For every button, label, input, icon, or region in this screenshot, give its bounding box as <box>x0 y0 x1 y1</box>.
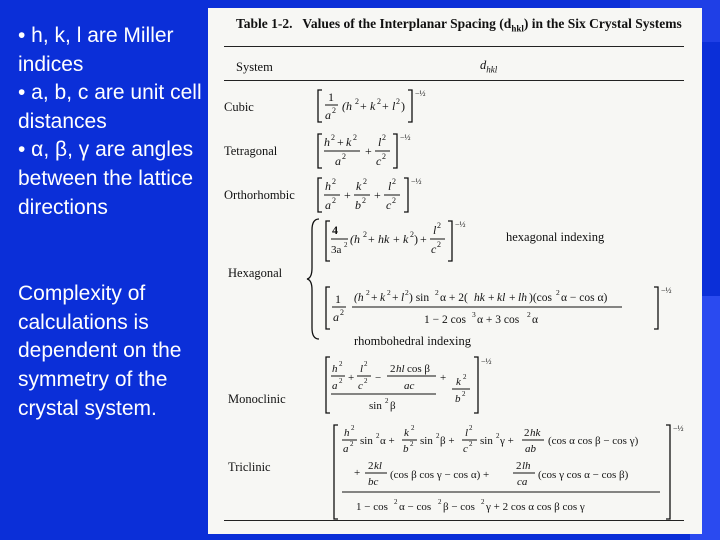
svg-text:(cos α cos β − cos γ): (cos α cos β − cos γ) <box>548 435 639 447</box>
svg-text:2: 2 <box>350 440 354 448</box>
svg-text:2: 2 <box>382 133 386 142</box>
caption-label: Table 1-2. <box>236 16 293 31</box>
formula-triclinic <box>332 422 692 522</box>
svg-text:hk: hk <box>474 292 485 304</box>
svg-text:α + 3 cos: α + 3 cos <box>477 314 520 326</box>
system-hexagonal: Hexagonal <box>228 266 283 280</box>
formula-monoclinic <box>324 354 504 416</box>
svg-text:c: c <box>358 380 363 392</box>
svg-text:(h: (h <box>350 232 360 246</box>
svg-text:): ) <box>401 99 405 113</box>
formula-rhombohedral-indexing <box>324 284 674 332</box>
svg-text:+: + <box>509 292 516 304</box>
svg-text:sin: sin <box>480 435 493 447</box>
svg-text:2: 2 <box>410 230 414 239</box>
svg-text:ab: ab <box>525 443 536 455</box>
header-rule <box>224 80 684 81</box>
svg-text:l: l <box>465 427 469 439</box>
svg-text:2: 2 <box>353 133 357 142</box>
svg-text:1 − cos: 1 − cos <box>356 501 388 513</box>
svg-text:+: + <box>440 372 447 384</box>
svg-text:2: 2 <box>396 97 400 106</box>
svg-text:2: 2 <box>340 308 344 317</box>
svg-text:2: 2 <box>469 440 473 448</box>
complexity-paragraph: Complexity of calculations is dependent on the symmetry of the crystal system. <box>18 282 182 420</box>
svg-text:a: a <box>325 198 331 212</box>
svg-text:hk: hk <box>378 232 390 246</box>
svg-text:a: a <box>333 310 339 324</box>
svg-text:+: + <box>365 144 372 158</box>
svg-text:kl: kl <box>497 292 506 304</box>
svg-text:2: 2 <box>411 424 415 432</box>
svg-text:+: + <box>382 99 389 113</box>
svg-text:α − cos α): α − cos α) <box>561 292 608 304</box>
svg-text:h: h <box>324 135 330 149</box>
svg-text:hk: hk <box>530 427 541 439</box>
column-header-d-sub: hkl <box>486 64 498 75</box>
bullet-miller-indices: • h, k, l are Miller indices <box>18 24 174 76</box>
svg-text:γ + 2 cos α cos β cos γ: γ + 2 cos α cos β cos γ <box>486 501 585 513</box>
svg-text:2: 2 <box>382 152 386 161</box>
svg-text:k: k <box>403 232 409 246</box>
interplanar-spacing-table-image <box>208 8 702 534</box>
svg-text:α +: α + <box>380 435 395 447</box>
svg-text:): ) <box>414 232 418 246</box>
left-text-panel <box>18 22 203 423</box>
svg-text:+: + <box>348 372 355 384</box>
svg-text:c: c <box>431 242 437 256</box>
svg-text:2: 2 <box>339 377 343 385</box>
system-triclinic: Triclinic <box>228 460 271 474</box>
svg-text:2: 2 <box>363 230 367 239</box>
svg-text:(h: (h <box>354 292 364 304</box>
svg-text:2: 2 <box>332 106 336 115</box>
system-tetragonal: Tetragonal <box>224 144 278 158</box>
svg-text:−: − <box>375 372 382 384</box>
svg-text:−½: −½ <box>400 133 411 142</box>
svg-text:2: 2 <box>366 288 370 297</box>
svg-text:2: 2 <box>351 424 355 432</box>
svg-text:+: + <box>337 135 344 149</box>
svg-text:−½: −½ <box>481 357 492 366</box>
svg-text:2: 2 <box>339 360 343 368</box>
svg-text:l: l <box>401 292 405 304</box>
svg-text:γ +: γ + <box>500 435 514 447</box>
caption-tail: ) in the Six Crystal Systems <box>523 16 682 31</box>
svg-text:2: 2 <box>524 427 530 439</box>
svg-text:2: 2 <box>344 241 348 249</box>
svg-text:−½: −½ <box>455 220 466 229</box>
svg-text:+: + <box>393 232 400 246</box>
system-cubic: Cubic <box>224 100 254 114</box>
svg-text:) sin: ) sin <box>409 292 430 304</box>
svg-text:k: k <box>456 376 461 388</box>
formula-cubic <box>316 86 466 126</box>
svg-text:+: + <box>344 188 351 202</box>
svg-text:2: 2 <box>436 432 440 440</box>
svg-text:(h: (h <box>342 99 352 113</box>
svg-text:−½: −½ <box>411 177 422 186</box>
svg-text:hl: hl <box>396 363 405 375</box>
svg-text:−½: −½ <box>673 424 684 433</box>
svg-text:ac: ac <box>404 380 415 392</box>
svg-text:2: 2 <box>385 397 389 405</box>
svg-text:1: 1 <box>335 292 341 306</box>
svg-text:a: a <box>335 154 341 168</box>
bullet-angles: • α, β, γ are angles between the lattice directions <box>18 138 194 219</box>
system-orthorhombic: Orthorhombic <box>224 188 295 202</box>
svg-text:2: 2 <box>516 460 522 472</box>
svg-text:k: k <box>346 135 352 149</box>
svg-text:2: 2 <box>362 196 366 205</box>
system-monoclinic: Monoclinic <box>228 392 286 406</box>
svg-text:lh: lh <box>522 460 531 472</box>
svg-text:l: l <box>360 363 364 375</box>
svg-text:k: k <box>370 99 376 113</box>
note-hexagonal-indexing: hexagonal indexing <box>506 230 605 244</box>
column-header-d-main: d <box>480 58 487 72</box>
svg-text:2: 2 <box>392 196 396 205</box>
formula-hexagonal-indexing <box>324 218 474 264</box>
svg-text:2: 2 <box>363 177 367 186</box>
svg-text:2: 2 <box>387 288 391 297</box>
hexagonal-brace <box>306 216 322 342</box>
svg-text:2: 2 <box>462 390 466 398</box>
svg-text:l: l <box>433 223 437 237</box>
svg-text:2: 2 <box>332 196 336 205</box>
svg-text:c: c <box>463 443 468 455</box>
svg-text:+: + <box>368 232 375 246</box>
svg-text:+: + <box>360 99 367 113</box>
column-header-system: System <box>236 60 273 74</box>
note-rhombohedral-indexing: rhombohedral indexing <box>354 334 471 348</box>
bottom-rule <box>224 520 684 521</box>
svg-text:2: 2 <box>368 460 374 472</box>
svg-text:b: b <box>355 198 361 212</box>
svg-text:2: 2 <box>437 221 441 230</box>
svg-text:h: h <box>325 179 331 193</box>
svg-text:2: 2 <box>331 133 335 142</box>
svg-text:2: 2 <box>527 310 531 319</box>
svg-text:2: 2 <box>392 177 396 186</box>
svg-text:1: 1 <box>328 90 334 104</box>
svg-text:sin: sin <box>420 435 433 447</box>
column-header-d <box>480 58 497 75</box>
svg-text:b: b <box>455 393 461 405</box>
svg-text:(cos β cos γ − cos α) +: (cos β cos γ − cos α) + <box>390 469 490 481</box>
svg-text:2: 2 <box>342 152 346 161</box>
svg-text:2: 2 <box>481 498 485 506</box>
formula-orthorhombic <box>316 174 466 216</box>
svg-text:a: a <box>332 380 338 392</box>
svg-text:4: 4 <box>332 223 338 237</box>
svg-text:+: + <box>392 292 399 304</box>
svg-text:l: l <box>378 135 382 149</box>
svg-text:h: h <box>344 427 350 439</box>
svg-text:(cos γ cos α − cos β): (cos γ cos α − cos β) <box>538 469 629 481</box>
svg-text:α: α <box>532 314 539 326</box>
svg-text:−½: −½ <box>661 286 672 295</box>
formula-tetragonal <box>316 130 466 172</box>
svg-text:+: + <box>371 292 378 304</box>
svg-text:2: 2 <box>364 377 368 385</box>
svg-text:α + 2(: α + 2( <box>440 292 468 304</box>
svg-text:2: 2 <box>556 288 560 297</box>
svg-text:+: + <box>420 232 427 246</box>
svg-text:l: l <box>388 179 392 193</box>
svg-text:2: 2 <box>355 97 359 106</box>
svg-text:2: 2 <box>410 440 414 448</box>
bullet-unit-cell: • a, b, c are unit cell distances <box>18 81 202 133</box>
svg-text:l: l <box>392 99 396 113</box>
svg-text:2: 2 <box>469 424 473 432</box>
svg-text:h: h <box>332 363 338 375</box>
svg-text:+: + <box>374 188 381 202</box>
svg-text:β +: β + <box>440 435 455 447</box>
svg-text:+: + <box>354 467 361 479</box>
svg-text:a: a <box>325 108 331 122</box>
svg-text:2: 2 <box>364 360 368 368</box>
svg-text:2: 2 <box>438 498 442 506</box>
svg-text:2: 2 <box>377 97 381 106</box>
caption-title: Values of the Interplanar Spacing (d <box>302 16 512 31</box>
svg-text:3: 3 <box>472 310 476 319</box>
svg-text:k: k <box>404 427 409 439</box>
svg-text:−½: −½ <box>415 89 426 98</box>
svg-text:c: c <box>386 198 392 212</box>
svg-text:b: b <box>403 443 409 455</box>
svg-text:cos β: cos β <box>407 363 431 375</box>
svg-text:2: 2 <box>376 432 380 440</box>
caption-sub: hkl <box>511 23 524 34</box>
svg-text:β − cos: β − cos <box>443 501 475 513</box>
svg-text:β: β <box>390 400 396 412</box>
svg-text:ca: ca <box>517 476 528 488</box>
top-rule <box>224 46 684 47</box>
svg-text:c: c <box>376 154 382 168</box>
svg-text:)(cos: )(cos <box>529 292 552 304</box>
svg-text:k: k <box>380 292 386 304</box>
svg-text:α − cos: α − cos <box>399 501 432 513</box>
svg-text:2: 2 <box>463 373 467 381</box>
svg-text:1 − 2 cos: 1 − 2 cos <box>424 314 466 326</box>
svg-text:2: 2 <box>437 240 441 249</box>
svg-text:kl: kl <box>374 460 382 472</box>
svg-text:a: a <box>343 443 349 455</box>
svg-text:2: 2 <box>405 288 409 297</box>
svg-text:3a: 3a <box>331 244 342 256</box>
svg-text:2: 2 <box>496 432 500 440</box>
svg-text:k: k <box>356 179 362 193</box>
svg-text:2: 2 <box>435 288 439 297</box>
table-caption <box>236 16 682 34</box>
svg-text:sin: sin <box>360 435 373 447</box>
svg-text:lh: lh <box>518 292 527 304</box>
svg-text:sin: sin <box>369 400 382 412</box>
svg-text:2: 2 <box>390 363 396 375</box>
svg-text:2: 2 <box>332 177 336 186</box>
svg-text:2: 2 <box>394 498 398 506</box>
svg-text:+: + <box>488 292 495 304</box>
svg-text:bc: bc <box>368 476 379 488</box>
